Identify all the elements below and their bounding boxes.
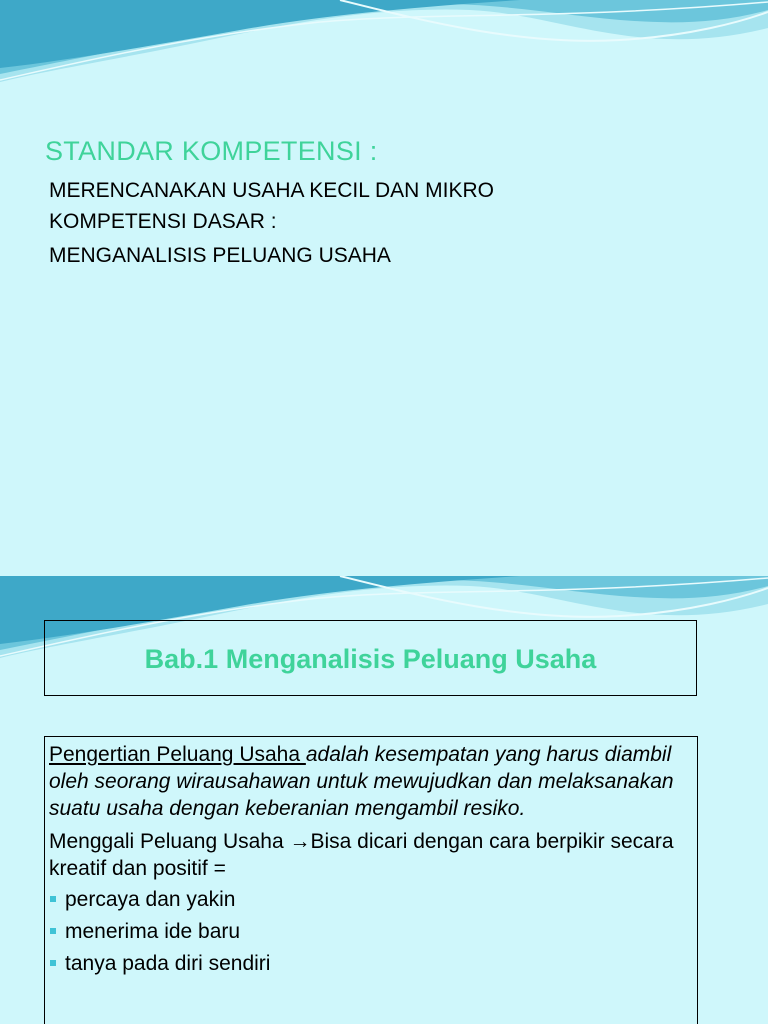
list-item: menerima ide baru — [49, 916, 693, 948]
chapter-title-box — [44, 620, 697, 696]
content-box — [44, 736, 698, 1024]
chapter-title: Bab.1 Menganalisis Peluang Usaha — [144, 644, 597, 674]
list-item: tanya pada diri sendiri — [49, 948, 693, 980]
slide-2 — [0, 576, 768, 1024]
definition-paragraph — [49, 741, 693, 822]
competency-standard-text: MERENCANAKAN USAHA KECIL DAN MIKRO — [49, 179, 494, 202]
list-item: percaya dan yakin — [49, 884, 693, 916]
definition-text: adalah kesempatan yang harus diambil oleh seorang wirausahawan untuk mewujudkan dan melaksanakan suatu usaha dengan keberanian mengambil resiko. — [49, 743, 674, 820]
bullet-list — [49, 884, 693, 980]
bullet-icon — [50, 928, 56, 934]
basic-competency-heading: KOMPETENSI DASAR : — [49, 210, 277, 233]
bullet-icon — [50, 896, 56, 902]
slide-title: STANDAR KOMPETENSI : — [45, 136, 378, 166]
basic-competency-text: MENGANALISIS PELUANG USAHA — [49, 244, 391, 267]
definition-term: Pengertian Peluang Usaha — [49, 743, 306, 766]
wave-header-decoration — [0, 0, 768, 90]
explore-paragraph: Menggali Peluang Usaha →Bisa dicari dengan cara berpikir secara kreatif dan positif = — [49, 830, 674, 880]
bullet-icon — [50, 960, 56, 966]
